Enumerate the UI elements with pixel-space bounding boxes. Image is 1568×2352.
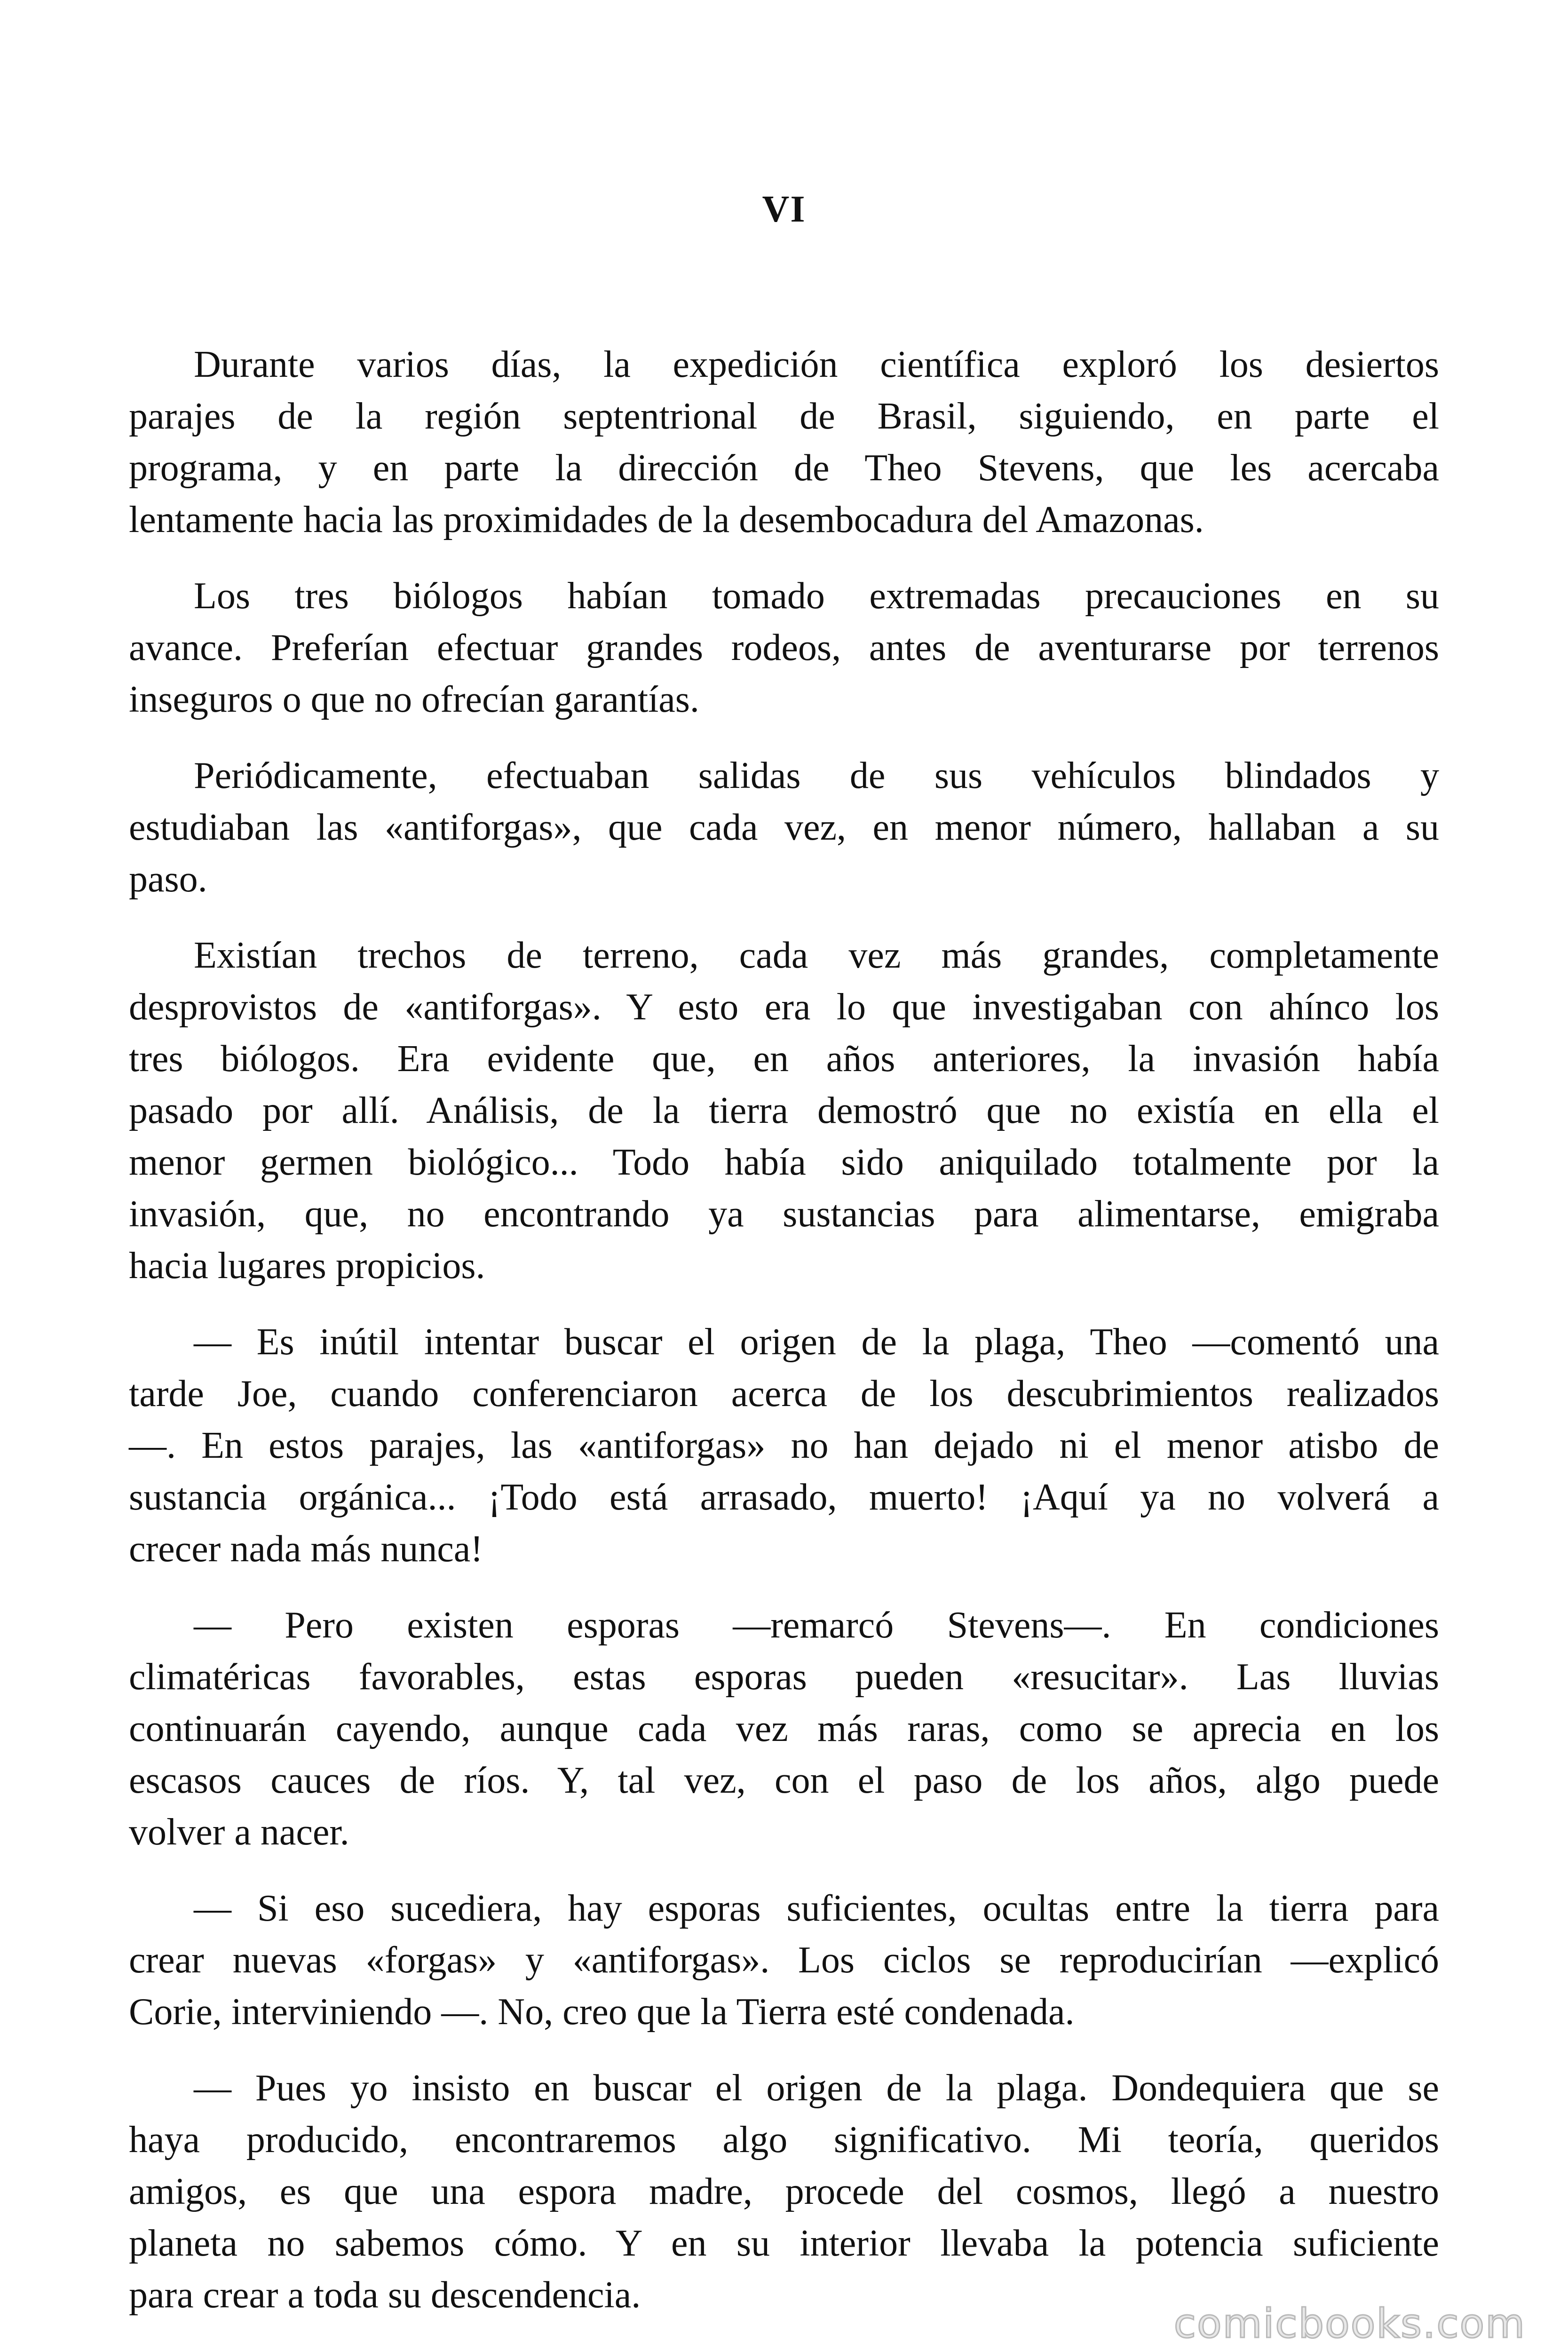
- text-line: crear nuevas «forgas» y «antiforgas». Los ciclos se reproducirían —explicó: [129, 1939, 1439, 1981]
- text-line: Existían trechos de terreno, cada vez más grandes, completamente: [194, 935, 1439, 976]
- text-line: — Si eso sucediera, hay esporas suficientes, ocultas entre la tierra para: [194, 1888, 1439, 1929]
- text-line: pasado por allí. Análisis, de la tierra demostró que no existía en ella el: [129, 1090, 1439, 1131]
- text-line: lentamente hacia las proximidades de la desembocadura del Amazonas.: [129, 499, 1204, 540]
- watermark-logo: comicbooks.com: [1173, 2300, 1526, 2347]
- text-line: Corie, interviniendo —. No, creo que la Tierra esté condenada.: [129, 1991, 1075, 2033]
- text-line: programa, y en parte la dirección de Theo Stevens, que les acercaba: [129, 447, 1439, 489]
- text-line: menor germen biológico... Todo había sido aniquilado totalmente por la: [129, 1142, 1439, 1183]
- text-line: parajes de la región septentrional de Brasil, siguiendo, en parte el: [129, 396, 1439, 437]
- text-line: sustancia orgánica... ¡Todo está arrasado, muerto! ¡Aquí ya no volverá a: [129, 1477, 1439, 1518]
- text-line: escasos cauces de ríos. Y, tal vez, con el paso de los años, algo puede: [129, 1760, 1439, 1801]
- text-line: desprovistos de «antiforgas». Y esto era lo que investigaban con ahínco los: [129, 986, 1439, 1028]
- text-line: amigos, es que una espora madre, procede del cosmos, llegó a nuestro: [129, 2171, 1439, 2212]
- text-line: — Es inútil intentar buscar el origen de la plaga, Theo —comentó una: [194, 1321, 1439, 1363]
- text-line: tres biólogos. Era evidente que, en años anteriores, la invasión había: [129, 1038, 1439, 1080]
- text-line: Periódicamente, efectuaban salidas de sus vehículos blindados y: [194, 755, 1439, 796]
- paragraph: [129, 570, 1439, 725]
- text-line: volver a nacer.: [129, 1812, 349, 1853]
- chapter-title: VI: [762, 189, 806, 230]
- body-text: [129, 339, 1439, 2345]
- text-line: para crear a toda su descendencia.: [129, 2274, 641, 2316]
- text-line: avance. Preferían efectuar grandes rodeos, antes de aventurarse por terrenos: [129, 627, 1439, 668]
- text-line: haya producido, encontraremos algo significativo. Mi teoría, queridos: [129, 2119, 1439, 2161]
- text-line: climatéricas favorables, estas esporas pueden «resucitar». Las lluvias: [129, 1656, 1439, 1698]
- text-line: crecer nada más nunca!: [129, 1528, 483, 1570]
- paragraph: [129, 1316, 1439, 1575]
- text-line: Los tres biólogos habían tomado extremadas precauciones en su: [194, 575, 1439, 617]
- paragraph: [129, 1599, 1439, 1858]
- text-line: hacia lugares propicios.: [129, 1245, 485, 1287]
- text-line: tarde Joe, cuando conferenciaron acerca de los descubrimientos realizados: [129, 1373, 1439, 1414]
- text-line: invasión, que, no encontrando ya sustancias para alimentarse, emigraba: [129, 1193, 1439, 1235]
- text-line: planeta no sabemos cómo. Y en su interior llevaba la potencia suficiente: [129, 2223, 1439, 2264]
- paragraph: [129, 930, 1439, 1292]
- text-line: paso.: [129, 858, 207, 900]
- text-line: continuarán cayendo, aunque cada vez más raras, como se aprecia en los: [129, 1708, 1439, 1749]
- paragraph: [129, 339, 1439, 546]
- text-line: inseguros o que no ofrecían garantías.: [129, 679, 699, 720]
- paragraph: [129, 750, 1439, 905]
- paragraph: [129, 1883, 1439, 2038]
- text-line: Durante varios días, la expedición científica exploró los desiertos: [194, 344, 1439, 385]
- text-line: —. En estos parajes, las «antiforgas» no han dejado ni el menor atisbo de: [129, 1425, 1439, 1466]
- paragraph: [129, 2062, 1439, 2321]
- text-line: — Pero existen esporas —remarcó Stevens—. En condiciones: [194, 1605, 1439, 1646]
- text-line: estudiaban las «antiforgas», que cada vez, en menor número, hallaban a su: [129, 807, 1439, 848]
- text-line: — Pues yo insisto en buscar el origen de la plaga. Dondequiera que se: [194, 2067, 1439, 2109]
